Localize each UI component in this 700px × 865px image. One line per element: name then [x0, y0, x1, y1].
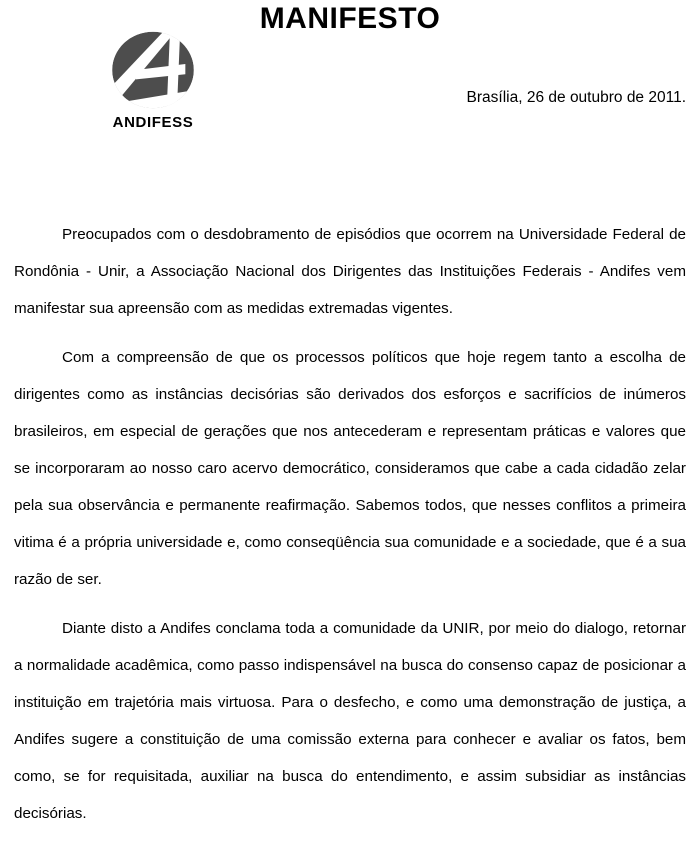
logo-wordmark: ANDIFESS	[112, 114, 194, 131]
organization-logo	[88, 30, 218, 131]
dateline: Brasília, 26 de outubro de 2011.	[466, 89, 686, 106]
document-body	[14, 216, 686, 832]
page-title: MANIFESTO	[259, 2, 441, 35]
paragraph: Com a compreensão de que os processos políticos que hoje regem tanto a escolha de dirigentes como as instâncias decisórias são derivados dos esforços e sacrifícios de inúmeros brasileiros, em especial de gerações que nos antecederam e representam práticas e valores que se incorporaram ao nosso caro acervo democrático, consideramos que cabe a cada cidadão zelar pela sua observância e permanente reafirmação. Sabemos todos, que nesses conflitos a primeira vitima é a própria universidade e, como conseqüência sua comunidade e a sociedade, que é a sua razão de ser.	[14, 349, 686, 588]
paragraph: Diante disto a Andifes conclama toda a comunidade da UNIR, por meio do dialogo, retornar a normalidade acadêmica, como passo indispensável na busca do consenso capaz de posicionar a instituição em trajetória mais virtuosa. Para o desfecho, e como uma demonstração de justiça, a Andifes sugere a constituição de uma comissão externa para conhecer e avaliar os fatos, bem como, se for requisitada, auxiliar na busca do entendimento, e assim subsidiar as instâncias decisórias.	[14, 620, 686, 822]
paragraph: Preocupados com o desdobramento de episódios que ocorrem na Universidade Federal de Rondônia - Unir, a Associação Nacional dos Dirigentes das Instituições Federais - Andifes vem manifestar sua apreensão com as medidas extremadas vigentes.	[14, 226, 686, 317]
andifes-circle-a-logo-icon	[110, 30, 196, 110]
